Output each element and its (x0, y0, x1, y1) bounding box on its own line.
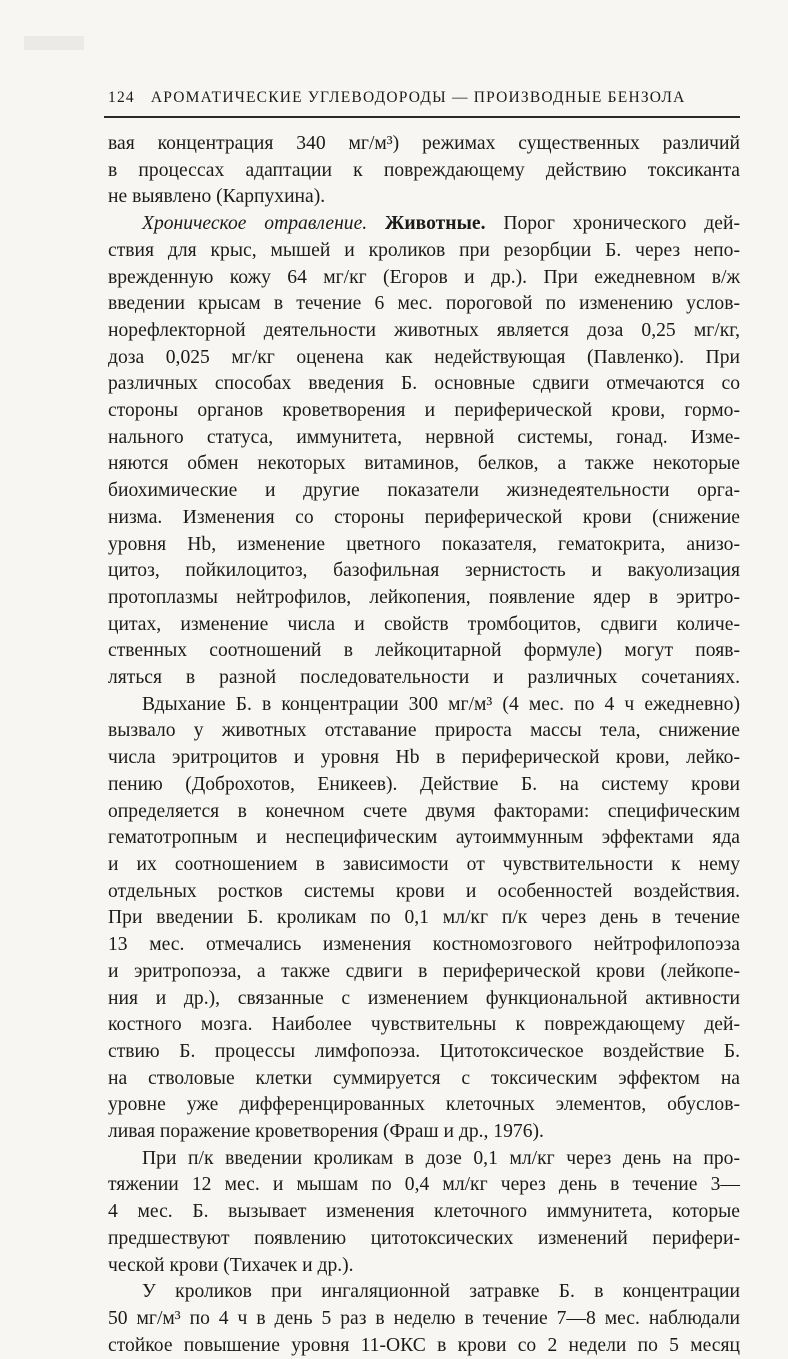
header-rule (104, 116, 740, 118)
section-lead-italic: Хроническое отравление. (142, 213, 368, 235)
paragraph-immunity: При п/к введении кроликам в дозе 0,1 мл/кг через день на про- (142, 1147, 740, 1169)
paragraph-rabbits: У кроликов при ингаляционной затравке Б. в концентрации (142, 1281, 740, 1303)
paragraph-continuation: вая концентрация 340 мг/м³) режимах существенных различий (108, 133, 740, 154)
paragraph-inhalation: Вдыхание Б. в концентрации 300 мг/м³ (4 мес. по 4 ч ежедневно) (142, 693, 740, 715)
scan-artifact (24, 36, 84, 50)
running-title: АРОМАТИЧЕСКИЕ УГЛЕВОДОРОДЫ — ПРОИЗВОДНЫЕ БЕНЗОЛА (150, 89, 686, 106)
body-text: вая концентрация 340 мг/м³) режимах существенных различий в процессах адаптации к повреждающему действию токсиканта не выявлено (Карпухина). Хроническое отравление. Животные. Порог хронического дей- ствия для крыс, мышей и кроликов при резорбции Б. через непо- врежденную кожу 64 мг/кг (Егоров и др.). При ежедневном в/ж введении крысам в течение 6 мес. пороговой по изменению услов- норефлекторной деятельности животных является доза 0,25 мг/кг, доза 0,025 мг/кг оценена как недействующая (Павленко). При различных способах введения Б. основные сдвиги отмечаются со стороны органов кроветворения и периферической крови, гормо- нального статуса, иммунитета, нервной системы, гонад. Изме- няются обмен некоторых витаминов, белков, а также некоторые биохимические и другие показатели жизнедеятельности орга- низма. Изменения со стороны периферической крови (снижение уровня Hb, изменение цветного показателя, гематокрита, анизо- цитоз, пойкилоцитоз, базофильная зернистость и вакуолизация протоплазмы нейтрофилов, лейкопения, появление ядер в эритро- цитах, изменение числа и свойств тромбоцитов, сдвиги количе- ственных соотношений в лейкоцитарной формуле) могут появ- ляться в разной последовательности и различных сочетаниях. Вдыхание Б. в концентрации 300 мг/м³ (4 мес. по 4 ч ежедневно) вызвало у животных отставание прироста массы тела, снижение числа эритроцитов и уровня Hb в периферической крови, лейко- пению (Доброхотов, Еникеев). Действие Б. на систему крови определяется в конечном счете двумя факторами: специфическим гематотропным и неспецифическим аутоиммунным эффектами яда и их соотношением в зависимости от чувствительности к нему отдельных ростков системы крови и особенностей воздействия. При введении Б. кроликам по 0,1 мл/кг п/к через день в течение 13 мес. отмечались изменения костномозгового нейтрофилопоэза и эритропоэза, а также сдвиги в периферической крови (лейкопе- ния и др.), связанные с изменением функциональной активности костного мозга. Наиболее чувствительны к повреждающему дей- ствию Б. процессы лимфопоэза. Цитотоксическое воздействие Б. на стволовые клетки суммируется с токсическим эффектом на уровне уже дифференцированных клеточных элементов, обуслов- ливая поражение кроветворения (Фраш и др., 1976). При п/к введении кроликам в дозе 0,1 мл/кг через день на про- тяжении 12 мес. и мышам по 0,4 мл/кг через день в течение 3— 4 мес. Б. вызывает изменения клеточного иммунитета, которые предшествуют появлению цитотоксических изменений перифери- ческой крови (Тихачек и др.). У кроликов при ингаляционной затравке Б. в концентрации 50 мг/м³ по 4 ч в день 5 раз в неделю в течение 7—8 мес. наблюдали стойкое повышение уровня 11-ОКС в крови со 2 недели по 5 месяц (108, 133, 740, 1356)
section-lead-bold: Животные. (385, 213, 486, 235)
running-header (108, 89, 738, 113)
page-number: 124 (108, 89, 135, 106)
paragraph-chronic-poisoning: Хроническое отравление. Животные. Порог хронического дей- (142, 213, 740, 235)
